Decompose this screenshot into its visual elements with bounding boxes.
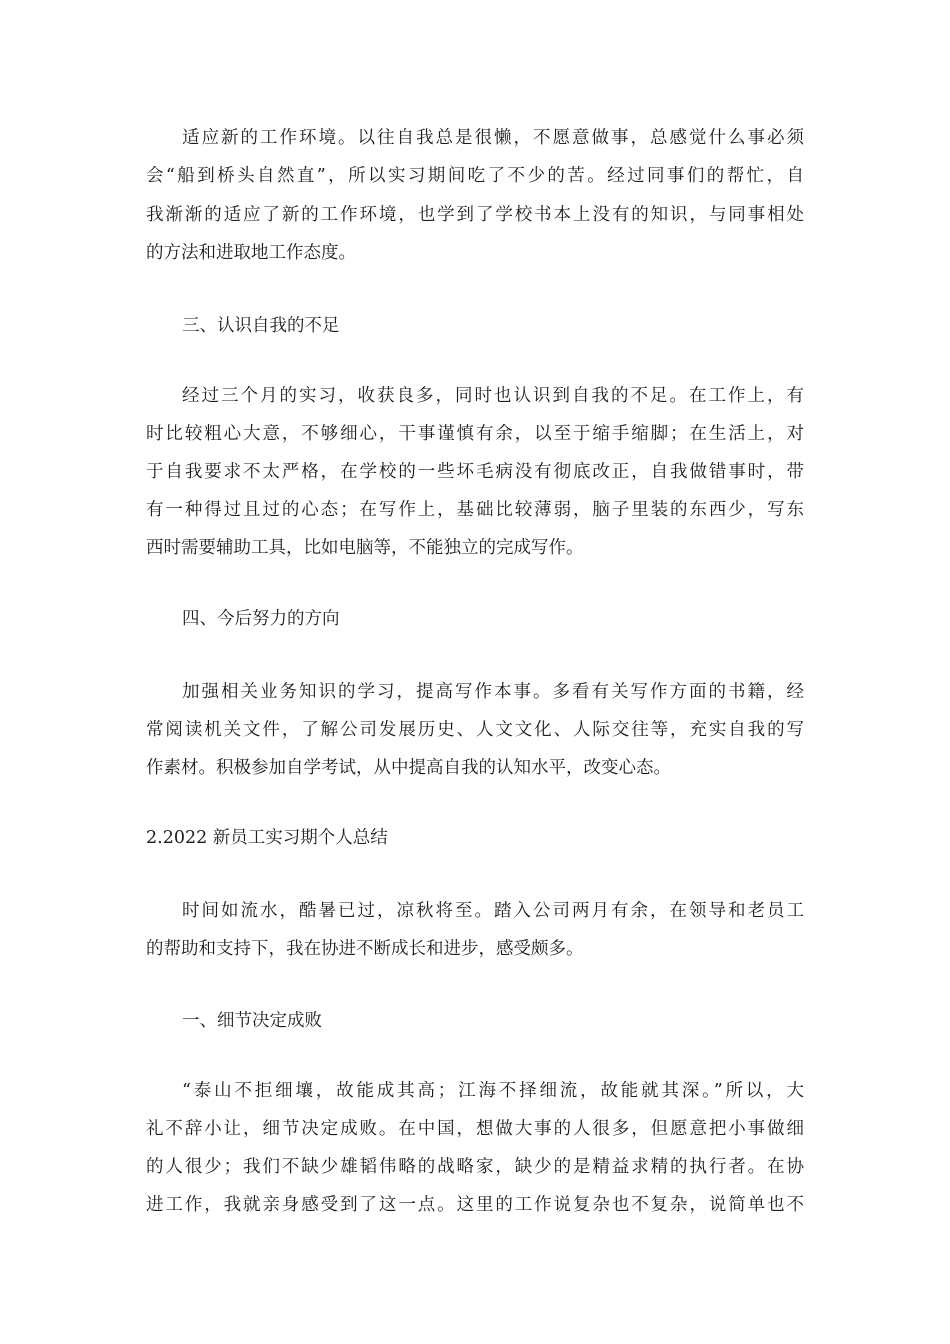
paragraph-line: 的帮助和支持下，我在协进不断成长和进步，感受颇多。 [146, 939, 584, 959]
paragraph-line: 经过三个月的实习，收获良多，同时也认识到自我的不足。在工作上，有 [182, 386, 804, 406]
paragraph-line: 的人很少；我们不缺少雄韬伟略的战略家，缺少的是精益求精的执行者。在协 [146, 1157, 804, 1177]
section-heading-4: 四、今后努力的方向 [182, 609, 340, 629]
paragraph-line: 有一种得过且过的心态；在写作上，基础比较薄弱，脑子里装的东西少，写东 [146, 500, 804, 520]
section-heading-1: 一、细节决定成败 [182, 1011, 322, 1031]
paragraph-line: 时间如流水，酷暑已过，凉秋将至。踏入公司两月有余，在领导和老员工 [182, 901, 804, 921]
paragraph-line: 于自我要求不太严格，在学校的一些坏毛病没有彻底改正，自我做错事时，带 [146, 462, 804, 482]
paragraph-line: 进工作，我就亲身感受到了这一点。这里的工作说复杂也不复杂，说简单也不 [146, 1195, 804, 1215]
paragraph-line: 的方法和进取地工作态度。 [146, 243, 356, 263]
paragraph-line: 礼不辞小让，细节决定成败。在中国，想做大事的人很多，但愿意把小事做细 [146, 1119, 804, 1139]
section-heading-3: 三、认识自我的不足 [182, 316, 340, 336]
document-section-title: 2.2022 新员工实习期个人总结 [146, 828, 388, 848]
paragraph-line: 西时需要辅助工具，比如电脑等，不能独立的完成写作。 [146, 538, 584, 558]
paragraph-line: 常阅读机关文件，了解公司发展历史、人文文化、人际交往等，充实自我的写 [146, 720, 804, 740]
paragraph-line: 加强相关业务知识的学习，提高写作本事。多看有关写作方面的书籍，经 [182, 682, 804, 702]
paragraph-line: 时比较粗心大意，不够细心，干事谨慎有余，以至于缩手缩脚；在生活上，对 [146, 424, 804, 444]
paragraph-line: “泰山不拒细壤，故能成其高；江海不择细流，故能就其深。”所以，大 [182, 1081, 804, 1101]
paragraph-line: 作素材。积极参加自学考试，从中提高自我的认知水平，改变心态。 [146, 758, 671, 778]
paragraph-line: 适应新的工作环境。以往自我总是很懒，不愿意做事，总感觉什么事必须 [182, 128, 804, 148]
paragraph-line: 我渐渐的适应了新的工作环境，也学到了学校书本上没有的知识，与同事相处 [146, 205, 804, 225]
paragraph-line: 会“船到桥头自然直”，所以实习期间吃了不少的苦。经过同事们的帮忙，自 [146, 166, 804, 186]
